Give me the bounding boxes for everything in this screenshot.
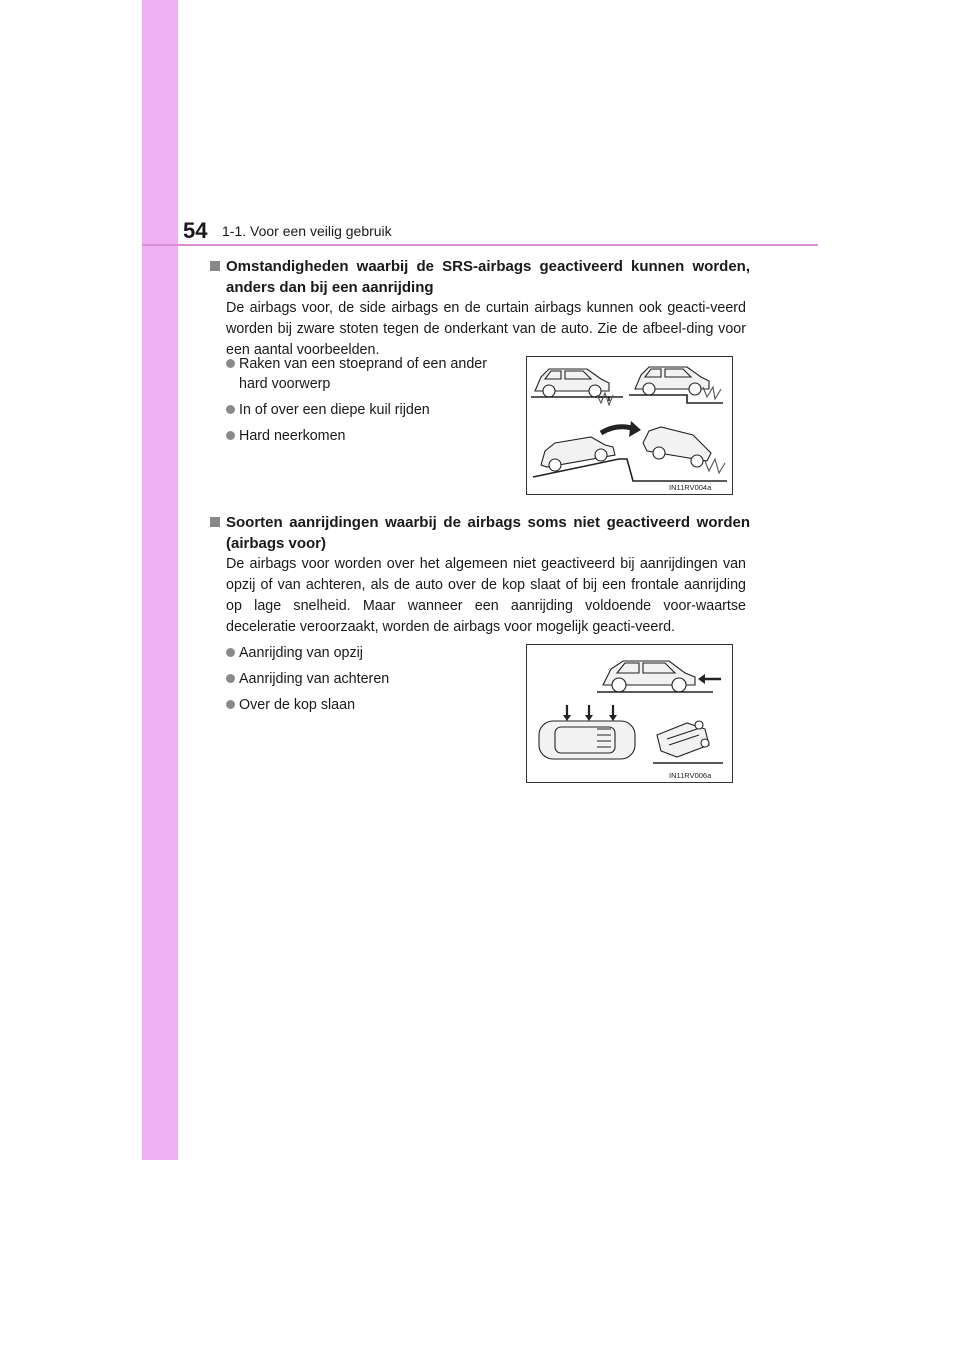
bullet-icon: [226, 431, 235, 440]
section2-paragraph: De airbags voor worden over het algemeen niet geactiveerd bij aanrijdingen van opzij of van achteren, als de auto over de kop slaat of bij een frontale aanrijding op lage snelheid. Maar wanneer een aanrijding voldoende voor-waartse deceleratie veroorzaakt, worden de airbags voor mogelijk geacti-veerd.: [226, 556, 746, 635]
figure-curb-pothole-landing: [526, 356, 733, 495]
section2-heading: Soorten aanrijdingen waarbij de airbags soms niet geactiveerd worden (airbags voor): [210, 512, 750, 554]
list-item: In of over een diepe kuil rijden: [226, 400, 516, 420]
bullet-icon: [226, 648, 235, 657]
square-bullet-icon: [210, 261, 220, 271]
list-item: Over de kop slaan: [226, 695, 506, 715]
square-bullet-icon: [210, 517, 220, 527]
section2-bullet-list: [226, 643, 506, 715]
page-number: 54: [183, 218, 208, 243]
figure-code: IN11RV006a: [669, 771, 712, 780]
list-item: Hard neerkomen: [226, 426, 516, 446]
illustration-non-deploy-collisions: [527, 645, 732, 782]
page-sidebar-tab: [142, 0, 178, 1160]
section-title: 1-1. Voor een veilig gebruik: [222, 223, 392, 239]
section1-bullet-list: [226, 354, 516, 446]
header-rule: [142, 244, 818, 246]
section1-heading: Omstandigheden waarbij de SRS-airbags geactiveerd kunnen worden, anders dan bij een aanrijding: [210, 256, 750, 298]
list-item: Aanrijding van opzij: [226, 643, 506, 663]
illustration-undercarriage-impacts: [527, 357, 732, 494]
figure-side-rear-rollover: [526, 644, 733, 783]
bullet-icon: [226, 674, 235, 683]
list-item: Aanrijding van achteren: [226, 669, 506, 689]
figure-code: IN11RV004a: [669, 483, 712, 492]
bullet-icon: [226, 700, 235, 709]
bullet-icon: [226, 359, 235, 368]
section1-paragraph: De airbags voor, de side airbags en de curtain airbags kunnen ook geacti-veerd worden bij zware stoten tegen de onderkant van de auto. Zie de afbeel-ding voor een aantal voorbeelden.: [226, 300, 746, 358]
list-item: Raken van een stoeprand of een ander hard voorwerp: [226, 354, 516, 394]
bullet-icon: [226, 405, 235, 414]
